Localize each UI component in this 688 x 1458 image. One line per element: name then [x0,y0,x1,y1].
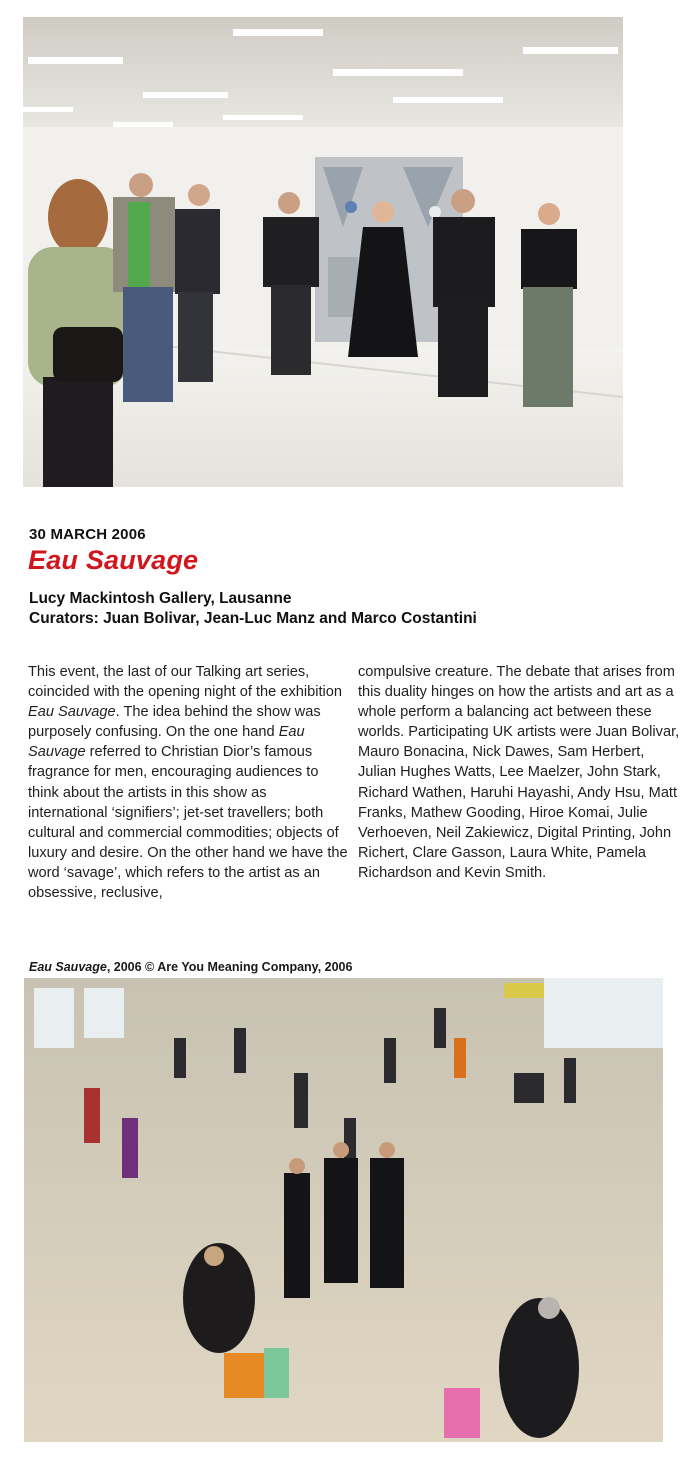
body-title-italic-2: Eau Sauvage [28,724,305,761]
event-date: 30 MARCH 2006 [29,526,146,543]
photo-caption [29,960,352,974]
body-column-left [28,662,348,903]
curators: Curators: Juan Bolivar, Jean-Luc Manz and Marco Costantini [29,610,477,627]
body-text-1: This event, the last of our Talking art series, coincided with the opening night of the exhibition [28,664,342,701]
body-column-right [358,662,680,883]
body-title-italic-1: Eau Sauvage [28,704,116,721]
body-text-2: . The idea behind the show was purposely confusing. On the one hand [28,704,321,741]
caption-credit: , 2006 © Are You Meaning Company, 2006 [106,960,353,974]
event-title: Eau Sauvage [28,545,199,575]
body-paragraph-right: compulsive creature. The debate that arises from this duality hinges on how the artists and art as a whole perform a balancing act between these worlds. Participating UK artists were Juan Bolivar, Mauro Bonacina, Nick Dawes, Sam Herbert, Julian Hughes Watts, Lee Maelzer, John Stark, Richard Wathen, Haruhi Hayashi, Andy Hsu, Matt Franks, Mathew Gooding, Hiroe Komai, Julie Verhoeven, Neil Zakiewicz, Digital Printing, John Richert, Clare Gasson, Laura White, Pamela Richardson and Kevin Smith. [358,664,680,881]
gallery-opening-photo [23,17,623,487]
body-paragraph-left [28,662,348,903]
airport-hall-photo [24,978,663,1442]
caption-title: Eau Sauvage [29,960,107,974]
venue: Lucy Mackintosh Gallery, Lausanne [29,590,292,607]
body-text-3: referred to Christian Dior’s famous fragrance for men, encouraging audiences to think about the artists in this show as international ‘signifiers’; jet-set travellers; both cultural and commercial commodities; objects of luxury and desire. On the other hand we have the word ‘savage’, which refers to the artist as an obsessive, reclusive, [28,744,348,902]
